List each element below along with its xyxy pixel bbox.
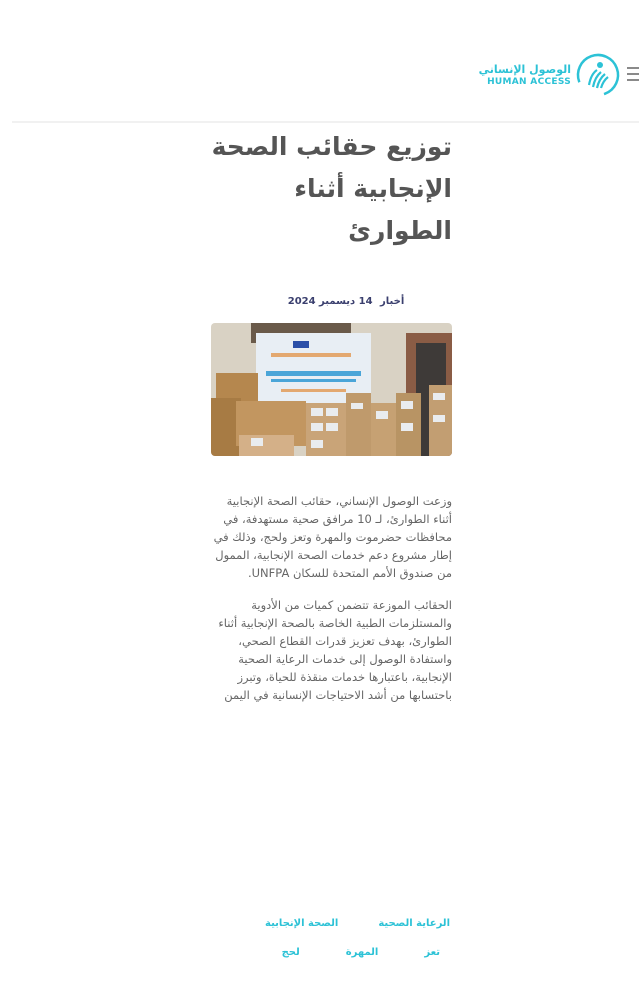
article-title: توزيع حقائب الصحة الإنجابية أثناء الطوارئ [211, 132, 452, 245]
article-date: 14 ديسمبر 2024 [287, 296, 373, 307]
tag-link[interactable]: الصحة الإنجابية [265, 918, 339, 929]
hamburger-menu-button[interactable] [627, 67, 639, 81]
tag-link[interactable]: الرعاية الصحية [378, 918, 450, 929]
article-category[interactable]: أخبار [380, 296, 405, 307]
article-image [211, 323, 452, 456]
logo-english-text: HUMAN ACCESS [487, 76, 571, 87]
site-logo[interactable] [466, 52, 621, 98]
logo-icon [575, 52, 621, 98]
site-header [0, 0, 639, 122]
hamburger-icon-bar [627, 79, 639, 81]
article [210, 124, 452, 704]
article-paragraph: الحقائب الموزعة تتضمن كميات من الأدوية والمستلزمات الطبية الخاصة بالصحة الإنجابية أثناء الطوارئ، بهدف تعزيز قدرات القطاع الصحي، واستفادة الوصول إلى خدمات الرعاية الصحية الإنجابية، باعتبارها خدمات منقذة للحياة، وتبرز باحتسابها من أشد الاحتياجات الإنسانية في اليمن [218, 598, 452, 702]
tag-link[interactable]: لحج [281, 947, 300, 958]
header-divider [12, 121, 639, 123]
hamburger-icon-bar [627, 73, 639, 75]
hamburger-icon [627, 67, 639, 69]
article-tags [220, 918, 450, 958]
logo-arabic-text: الوصول الإنساني [478, 62, 571, 76]
hero-photo [211, 323, 452, 456]
tag-link[interactable]: تعز [424, 947, 440, 958]
article-meta [210, 296, 452, 307]
article-paragraph: وزعت الوصول الإنساني، حقائب الصحة الإنجابية أثناء الطوارئ، لـ 10 مرافق صحية مستهدفة، في محافظات حضرموت والمهرة وتعز ولحج، وذلك في إطار مشروع دعم خدمات الصحة الإنجابية، الممول من صندوق الأمم المتحدة للسكان UNFPA. [213, 494, 452, 580]
tag-link[interactable]: المهرة [345, 947, 379, 958]
